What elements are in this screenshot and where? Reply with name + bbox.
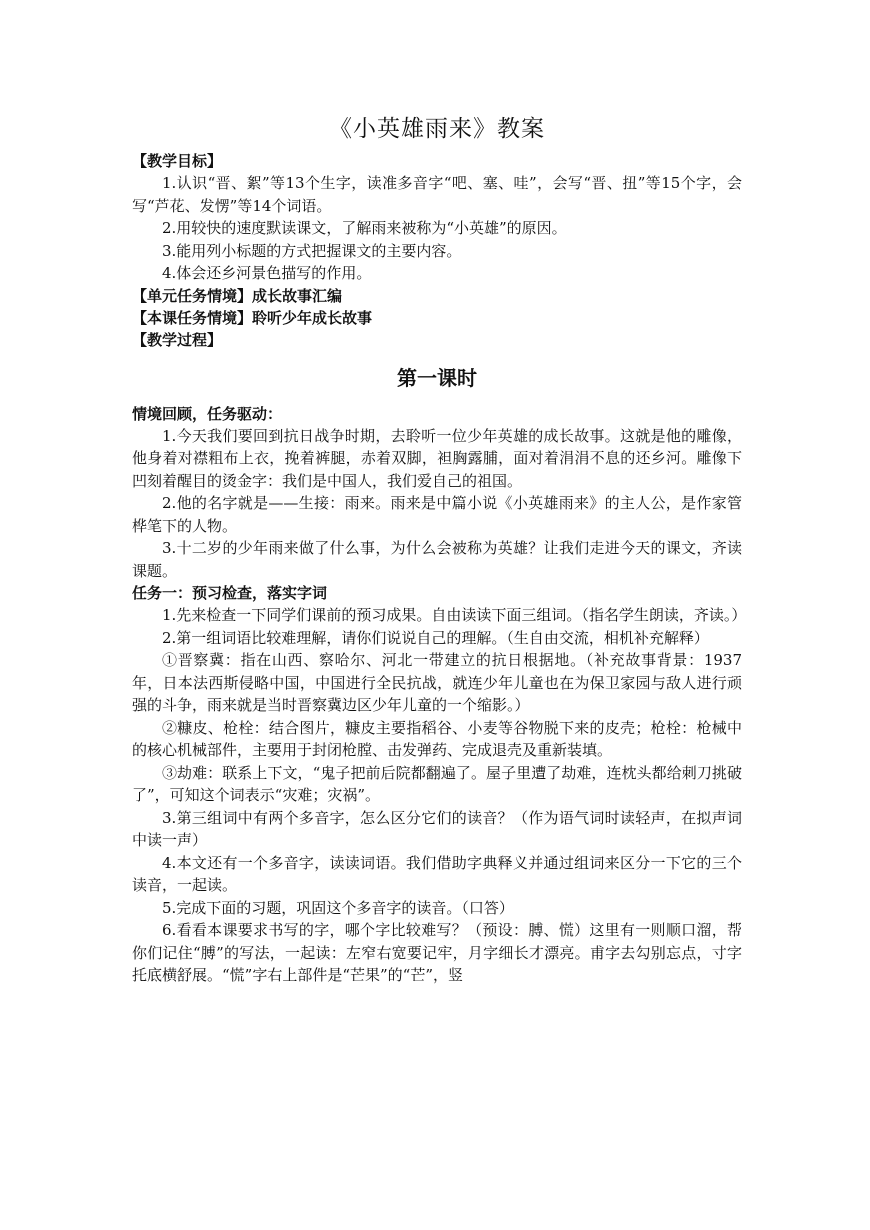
document-body [132, 112, 747, 987]
section1-heading: 情境回顾，任务驱动： [132, 404, 283, 423]
paragraph: 5.完成下面的习题，巩固这个多音字的读音。（口答） [162, 898, 514, 917]
goal-item: 3.能用列小标题的方式把握课文的主要内容。 [162, 241, 462, 260]
paragraph: 6.看看本课要求书写的字，哪个字比较难写？（预设：膊、慌）这里有一则顺口溜，帮你们记住“膊”的写法，一起读：左窄右宽要记牢，月字细长才漂亮。甫字去勾别忘点，寸字托底横舒展。“慌”字右上部件是“芒果”的“芒”，竖 [132, 921, 742, 984]
goals-heading: 【教学目标】 [132, 152, 223, 170]
goal-item: 2.用较快的速度默读课文，了解雨来被称为“小英雄”的原因。 [162, 219, 567, 237]
paragraph: ③劫难：联系上下文，“鬼子把前后院都翻遍了。屋子里遭了劫难，连枕头都给刺刀挑破了”，可知这个词表示“灾难；灾祸”。 [132, 763, 742, 804]
paragraph: 4.本文还有一个多音字，读读词语。我们借助字典释义并通过组词来区分一下它的三个读音，一起读。 [132, 853, 742, 894]
paragraph: 1.今天我们要回到抗日战争时期，去聆听一位少年英雄的成长故事。这就是他的雕像，他身着对襟粗布上衣，挽着裤腿，赤着双脚，袒胸露脯，面对着涓涓不息的还乡河。雕像下凹刻着醒目的烫金字：我们是中国人，我们爱自己的祖国。 [132, 426, 742, 490]
unit-task-heading: 【单元任务情境】成长故事汇编 [132, 286, 343, 305]
document-title: 《小英雄雨来》教案 [329, 116, 545, 142]
task1-heading: 任务一：预习检查，落实字词 [132, 584, 328, 602]
paragraph: 3.第三组词中有两个多音字，怎么区分它们的读音？（作为语气词时读轻声，在拟声词中读一声） [132, 808, 742, 849]
paragraph: 2.第一组词语比较难理解，请你们说说自己的理解。（生自由交流，相机补充解释） [162, 628, 709, 647]
paragraph: ②糠皮、枪栓：结合图片，糠皮主要指稻谷、小麦等谷物脱下来的皮壳；枪栓：枪械中的核心机械部件，主要用于封闭枪膛、击发弹药、完成退壳及重新装填。 [132, 718, 742, 759]
lesson-title: 第一课时 [397, 365, 477, 390]
goal-item: 1.认识“晋、絮”等13个生字，读准多音字“吧、塞、哇”，会写“晋、扭”等15个字，会写“芦花、发愣”等14个词语。 [132, 174, 742, 215]
paragraph: 1.先来检查一下同学们课前的预习成果。自由读读下面三组词。（指名学生朗读，齐读。） [162, 606, 747, 624]
paragraph: 3.十二岁的少年雨来做了什么事，为什么会被称为英雄？让我们走进今天的课文，齐读课题。 [132, 539, 742, 580]
process-heading: 【教学过程】 [132, 330, 223, 349]
paragraph: 2.他的名字就是——生接：雨来。雨来是中篇小说《小英雄雨来》的主人公，是作家管桦笔下的人物。 [132, 494, 742, 535]
goal-item: 4.体会还乡河景色描写的作用。 [162, 264, 372, 282]
lesson-task-heading: 【本课任务情境】聆听少年成长故事 [132, 308, 373, 327]
paragraph: ①晋察冀：指在山西、察哈尔、河北一带建立的抗日根据地。（补充故事背景：1937年，日本法西斯侵略中国，中国进行全民抗战，就连少年儿童也在为保卫家园与敌人进行顽强的斗争，雨来就是当时晋察冀边区少年儿童的一个缩影。） [132, 651, 742, 714]
